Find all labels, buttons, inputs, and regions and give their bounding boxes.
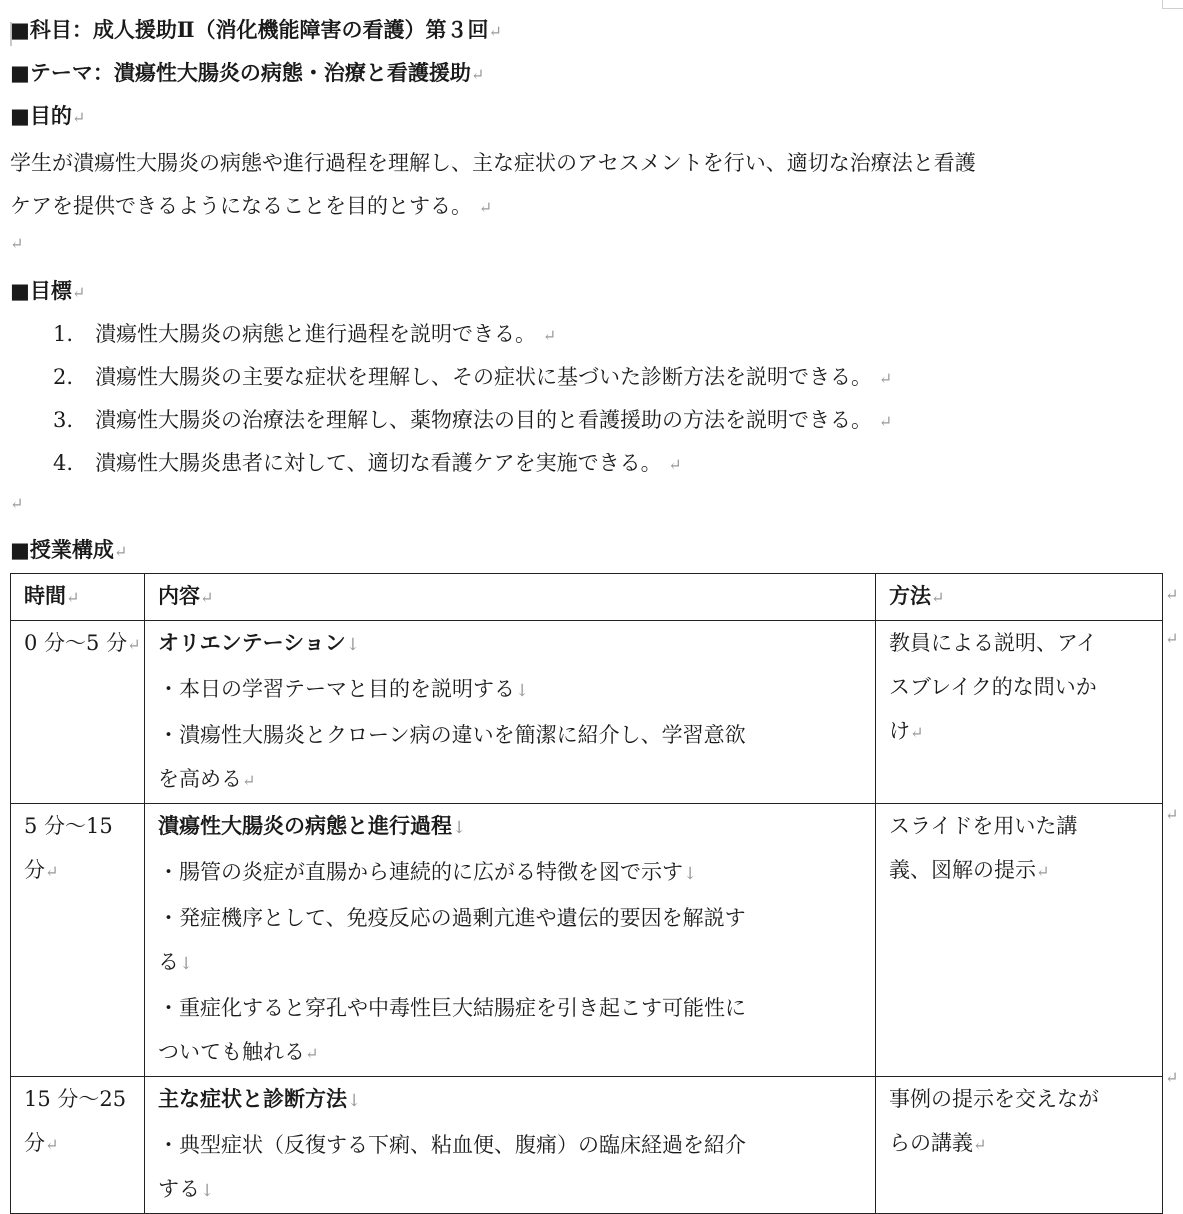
cell-method[interactable]: 事例の提示を交えなが らの講義↵ <box>876 1077 1163 1214</box>
table-row <box>11 621 1163 804</box>
cell-time[interactable]: 5 分〜15 分↵ <box>11 804 145 1077</box>
goal-item[interactable]: 1. 潰瘍性大腸炎の病態と進行過程を説明できる。 ↵ <box>53 322 557 346</box>
goal-item[interactable]: 3. 潰瘍性大腸炎の治療法を理解し、薬物療法の目的と看護援助の方法を説明できる。 ↵ <box>53 408 893 432</box>
purpose-paragraph[interactable] <box>10 142 1175 229</box>
header-time[interactable]: 時間↵ <box>11 574 145 621</box>
header-method[interactable]: 方法↵ <box>876 574 1163 621</box>
empty-paragraph[interactable]: ↵ <box>10 494 24 513</box>
cell-content[interactable]: 潰瘍性大腸炎の病態と進行過程↓ ・腸管の炎症が直腸から連続的に広がる特徴を図で示す↓ ・発症機序として、免疫反応の過剰亢進や遺伝的要因を解説す る↓ ・重症化すると穿孔や中毒性巨大結腸症を引き起こす可能性に ついても触れる↵ <box>145 804 876 1077</box>
row-end-mark: ↵ <box>1165 1068 1179 1087</box>
row-end-mark: ↵ <box>1165 805 1179 824</box>
purpose-heading[interactable]: ■目的↵ <box>10 103 86 128</box>
cell-content[interactable]: 主な症状と診断方法↓ ・典型症状（反復する下痢、粘血便、腹痛）の臨床経過を紹介 する↓ <box>145 1077 876 1214</box>
goal-item[interactable]: 4. 潰瘍性大腸炎患者に対して、適切な看護ケアを実施できる。 ↵ <box>53 451 682 475</box>
table-row <box>11 804 1163 1077</box>
goal-item[interactable]: 2. 潰瘍性大腸炎の主要な症状を理解し、その症状に基づいた診断方法を説明できる。 ↵ <box>53 365 893 389</box>
goals-heading[interactable]: ■目標↵ <box>10 278 86 303</box>
theme-line[interactable]: ■テーマ：潰瘍性大腸炎の病態・治療と看護援助↵ <box>10 60 485 85</box>
cell-content[interactable]: オリエンテーション↓ ・本日の学習テーマと目的を説明する↓ ・潰瘍性大腸炎とクローン病の違いを簡潔に紹介し、学習意欲 を高める↵ <box>145 621 876 804</box>
lesson-structure-table <box>10 573 1163 1214</box>
goals-list <box>53 313 892 485</box>
cell-time[interactable]: 0 分〜5 分↵ <box>11 621 145 804</box>
cell-method[interactable]: スライドを用いた講 義、図解の提示↵ <box>876 804 1163 1077</box>
table-row <box>11 1077 1163 1214</box>
table-header-row <box>11 574 1163 621</box>
purpose-line-2: ケアを提供できるようになることを目的とする。 ↵ <box>10 194 493 218</box>
margin-corner-mark-horizontal <box>1162 8 1183 9</box>
empty-paragraph[interactable]: ↵ <box>10 234 24 253</box>
row-end-mark: ↵ <box>1165 585 1179 604</box>
header-content[interactable]: 内容↵ <box>145 574 876 621</box>
purpose-line-1: 学生が潰瘍性大腸炎の病態や進行過程を理解し、主な症状のアセスメントを行い、適切な治療法と看護 <box>10 151 976 175</box>
margin-corner-mark-vertical <box>1162 0 1163 8</box>
structure-heading[interactable]: ■授業構成↵ <box>10 537 128 562</box>
cell-method[interactable]: 教員による説明、アイ スブレイク的な問いか け↵ <box>876 621 1163 804</box>
subject-line[interactable]: ■科目：成人援助Ⅱ（消化機能障害の看護）第３回↵ <box>10 17 502 42</box>
row-end-mark: ↵ <box>1165 629 1179 648</box>
cell-time[interactable]: 15 分〜25 分↵ <box>11 1077 145 1214</box>
